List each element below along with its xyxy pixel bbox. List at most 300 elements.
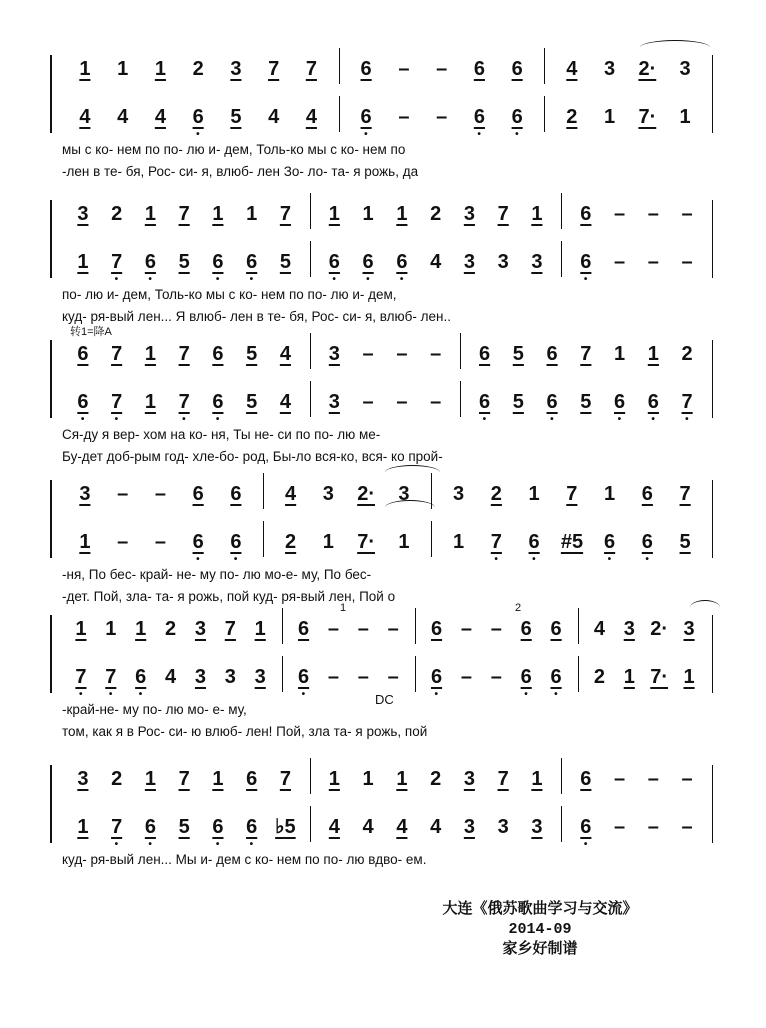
- bar-line: [431, 521, 432, 557]
- numbered-note: 6: [212, 343, 224, 365]
- numbered-note: 6 •: [580, 816, 592, 850]
- numbered-note: 1: [144, 391, 156, 413]
- numbered-note: 2: [111, 768, 123, 790]
- bar-line: [544, 48, 545, 84]
- octave-dot: •: [554, 689, 558, 700]
- numbered-note: 6: [230, 483, 242, 505]
- dash-note: –: [614, 816, 626, 838]
- bar-line: [415, 608, 416, 644]
- bar-line: [460, 333, 461, 369]
- numbered-note: 6 •: [246, 251, 258, 285]
- numbered-note: 7: [224, 618, 236, 640]
- numbered-note: 1: [105, 618, 117, 640]
- numbered-note: 5: [230, 106, 242, 128]
- numbered-note: 4: [430, 816, 442, 838]
- numbered-note: 3: [463, 203, 475, 225]
- lyrics-line: -дет. Пой, зла- та- я рожь, пой куд- ря-вый лен, Пой о: [62, 589, 396, 604]
- numbered-note: 1: [679, 106, 691, 128]
- numbered-note: 6 •: [328, 251, 340, 285]
- dash-note: –: [117, 483, 129, 505]
- dash-note: –: [357, 666, 369, 688]
- numbered-note: 3: [77, 203, 89, 225]
- octave-dot: •: [78, 689, 83, 700]
- dash-note: –: [436, 106, 448, 128]
- system-brace: [50, 340, 52, 418]
- numbered-note: 6 •: [212, 816, 224, 850]
- numbered-note: 6: [550, 618, 562, 640]
- numbered-note: 4: [328, 816, 340, 838]
- numbered-note: 6: [298, 618, 310, 640]
- numbered-note: 1: [328, 203, 340, 225]
- dash-note: –: [614, 251, 626, 273]
- dash-note: –: [647, 816, 659, 838]
- bar-line: [339, 96, 340, 132]
- numbered-note: 7: [279, 203, 291, 225]
- lyrics-line: куд- ря-вый лен... Мы и- дем с ко- нем по по- лю вдво- ем.: [62, 852, 427, 867]
- numbered-note: 5: [512, 391, 524, 413]
- system-end-bar: [712, 480, 713, 558]
- numbered-note: 3: [79, 483, 91, 505]
- octave-dot: •: [108, 689, 113, 700]
- dash-note: –: [327, 666, 339, 688]
- dash-note: –: [647, 251, 659, 273]
- numbered-note: 2: [490, 483, 502, 505]
- numbered-note: 3: [328, 343, 340, 365]
- numbered-note: 6 •: [362, 251, 374, 285]
- numbered-note: 4: [285, 483, 297, 505]
- numbered-note: 1: [604, 483, 616, 505]
- numbered-note: 1: [75, 618, 87, 640]
- octave-dot: •: [532, 554, 536, 565]
- octave-dot: •: [434, 689, 439, 700]
- numbered-note: 6 •: [192, 106, 204, 140]
- numbered-note: 7: [566, 483, 578, 505]
- octave-dot: •: [301, 689, 306, 700]
- dash-note: –: [357, 618, 369, 640]
- numbered-note: 6 •: [396, 251, 408, 285]
- numbered-note: 5: [246, 391, 258, 413]
- dash-note: –: [460, 618, 472, 640]
- numbered-note: 4: [566, 58, 578, 80]
- octave-dot: •: [148, 274, 152, 285]
- dash-note: –: [436, 58, 448, 80]
- octave-dot: •: [477, 129, 481, 140]
- numbered-note: 3: [497, 251, 509, 273]
- numbered-note: 1: [117, 58, 129, 80]
- system-brace: [50, 480, 52, 558]
- numbered-note: 1: [322, 531, 334, 553]
- dash-note: –: [681, 768, 693, 790]
- numbered-note: 7: [178, 768, 190, 790]
- numbered-note: 6: [511, 58, 523, 80]
- numbered-note: 2: [430, 203, 442, 225]
- numbered-note: 1: [683, 666, 695, 688]
- system-brace: [50, 765, 52, 843]
- bar-line: [561, 806, 562, 842]
- numbered-note: 1: [614, 343, 626, 365]
- octave-dot: •: [399, 274, 404, 285]
- credits: [400, 900, 680, 960]
- numbered-note: 6 •: [520, 666, 532, 700]
- dash-note: –: [362, 391, 374, 413]
- numbered-note: 6 •: [230, 531, 242, 565]
- bar-line: [310, 193, 311, 229]
- numbered-note: 3: [623, 618, 635, 640]
- credit-source: 大连《俄苏歌曲学习与交流》: [442, 901, 638, 918]
- numbered-note: 7 •: [75, 666, 87, 700]
- numbered-note: 1: [79, 58, 91, 80]
- lyrics-line: -ня, По бес- край- не- му по- лю мо-е- му, По бес-: [62, 567, 372, 582]
- numbered-note: 6 •: [360, 106, 372, 140]
- numbered-note: 4: [362, 816, 374, 838]
- system-end-bar: [712, 55, 713, 133]
- bar-line: [263, 473, 264, 509]
- numbered-note: 7·: [357, 531, 375, 553]
- numbered-note: 1: [623, 666, 635, 688]
- numbered-note: 4: [165, 666, 177, 688]
- bar-line: [578, 608, 579, 644]
- dash-note: –: [154, 531, 166, 553]
- numbered-note: 6: [580, 203, 592, 225]
- octave-dot: •: [550, 414, 554, 425]
- octave-dot: •: [583, 274, 588, 285]
- numbered-note: 1: [362, 203, 374, 225]
- numbered-note: 7 •: [681, 391, 693, 425]
- octave-dot: •: [138, 689, 143, 700]
- bar-line: [339, 48, 340, 84]
- numbered-note: 6: [192, 483, 204, 505]
- numbered-note: 7: [497, 203, 509, 225]
- octave-dot: •: [196, 554, 200, 565]
- numbered-note: 2·: [638, 58, 657, 80]
- bar-line: [282, 608, 283, 644]
- dc-mark: DC: [375, 692, 394, 707]
- octave-dot: •: [364, 129, 368, 140]
- numbered-note: ♭5: [275, 816, 296, 838]
- dash-note: –: [430, 391, 442, 413]
- numbered-note: 7: [305, 58, 317, 80]
- numbered-note: 1: [254, 618, 266, 640]
- octave-dot: •: [215, 839, 220, 850]
- numbered-note: 7: [497, 768, 509, 790]
- system-end-bar: [712, 615, 713, 693]
- bar-line: [310, 241, 311, 277]
- numbered-note: 6 •: [473, 106, 485, 140]
- numbered-note: 3: [328, 391, 340, 413]
- numbered-note: 1: [212, 203, 224, 225]
- numbered-note: 3: [254, 666, 266, 688]
- slur-arc: [385, 465, 440, 480]
- numbered-note: 1: [531, 203, 543, 225]
- octave-dot: •: [515, 129, 519, 140]
- octave-dot: •: [482, 414, 487, 425]
- numbered-note: 7: [679, 483, 691, 505]
- octave-dot: •: [494, 554, 498, 565]
- slur-arc: [690, 600, 720, 615]
- numbered-note: 6 •: [135, 666, 147, 700]
- dash-note: –: [387, 666, 399, 688]
- bar-line: [561, 193, 562, 229]
- numbered-note: 6: [430, 618, 443, 640]
- dash-note: –: [647, 203, 659, 225]
- numbered-note: 1: [77, 251, 89, 273]
- dash-note: –: [396, 391, 408, 413]
- numbered-note: 3: [604, 58, 616, 80]
- bar-line: [544, 96, 545, 132]
- numbered-note: 4: [279, 391, 291, 413]
- numbered-note: 2: [566, 106, 578, 128]
- numbered-note: 6 •: [647, 391, 659, 425]
- bar-line: [310, 758, 311, 794]
- bar-line: [282, 656, 283, 692]
- numbered-note: 3: [463, 768, 475, 790]
- numbered-note: 5: [679, 531, 691, 553]
- credit-author: 家乡好制谱: [502, 941, 578, 958]
- numbered-note: 6 •: [77, 391, 89, 425]
- numbered-note: 3: [683, 618, 695, 640]
- bar-line: [310, 381, 311, 417]
- slur-arc: [640, 40, 710, 55]
- numbered-note: 7 •: [111, 391, 123, 425]
- numbered-note: 6: [473, 58, 485, 80]
- numbered-note: 6 •: [641, 531, 653, 565]
- numbered-note: 1: [154, 58, 166, 80]
- numbered-note: 1: [77, 816, 89, 838]
- system-end-bar: [712, 340, 713, 418]
- system-end-bar: [712, 200, 713, 278]
- numbered-note: 7: [178, 203, 190, 225]
- dash-note: –: [154, 483, 166, 505]
- octave-dot: •: [607, 554, 612, 565]
- volta-1: 1: [340, 602, 347, 614]
- numbered-note: 6 •: [144, 816, 156, 850]
- lyrics-line: Ся-ду я вер- хом на ко- ня, Ты не- си по по- лю ме-: [62, 427, 381, 442]
- system-brace: [50, 615, 52, 693]
- numbered-note: 5: [512, 343, 524, 365]
- numbered-note: 3: [463, 251, 475, 273]
- numbered-note: 2: [593, 666, 605, 688]
- bar-line: [310, 333, 311, 369]
- octave-dot: •: [148, 839, 152, 850]
- numbered-note: 1: [528, 483, 540, 505]
- numbered-note: 2: [111, 203, 123, 225]
- numbered-note: 1: [396, 768, 408, 790]
- numbered-note: 7 •: [178, 391, 190, 425]
- numbered-note: 4: [430, 251, 442, 273]
- octave-dot: •: [114, 839, 119, 850]
- numbered-note: 2·: [357, 483, 375, 505]
- numbered-note: 6: [360, 58, 372, 80]
- numbered-note: 1: [246, 203, 258, 225]
- numbered-note: 1: [144, 203, 156, 225]
- octave-dot: •: [215, 414, 220, 425]
- dash-note: –: [327, 618, 339, 640]
- bar-line: [415, 656, 416, 692]
- numbered-note: 7 •: [111, 251, 123, 285]
- numbered-note: 6: [520, 618, 532, 640]
- numbered-note: 6: [641, 483, 653, 505]
- numbered-note: 2: [285, 531, 297, 553]
- numbered-note: 3: [194, 666, 207, 688]
- lyrics-line: мы с ко- нем по по- лю и- дем, Толь-ко мы с ко- нем по: [62, 142, 406, 157]
- numbered-note: 7: [580, 343, 592, 365]
- numbered-note: 1: [135, 618, 147, 640]
- system-brace: [50, 55, 52, 133]
- dash-note: –: [117, 531, 129, 553]
- numbered-note: 7: [268, 58, 280, 80]
- octave-dot: •: [182, 414, 186, 425]
- numbered-note: 5: [279, 251, 291, 273]
- numbered-note: 4: [268, 106, 280, 128]
- numbered-note: 6: [479, 343, 491, 365]
- numbered-note: 1: [362, 768, 374, 790]
- numbered-note: 6 •: [511, 106, 523, 140]
- numbered-note: 3: [531, 251, 543, 273]
- octave-dot: •: [645, 554, 649, 565]
- numbered-note: 3: [453, 483, 465, 505]
- octave-dot: •: [215, 274, 220, 285]
- octave-dot: •: [617, 414, 622, 425]
- numbered-note: 1: [144, 768, 156, 790]
- numbered-note: 1: [604, 106, 616, 128]
- dash-note: –: [398, 58, 410, 80]
- dash-note: –: [387, 618, 399, 640]
- credit-date: 2014-09: [508, 921, 572, 938]
- numbered-note: 6 •: [479, 391, 491, 425]
- bar-line: [460, 381, 461, 417]
- numbered-note: 6 •: [550, 666, 562, 700]
- numbered-note: 6 •: [580, 251, 592, 285]
- numbered-note: 6 •: [212, 251, 224, 285]
- bar-line: [578, 656, 579, 692]
- numbered-note: 2: [192, 58, 204, 80]
- octave-dot: •: [196, 129, 200, 140]
- octave-dot: •: [583, 839, 588, 850]
- octave-dot: •: [366, 274, 370, 285]
- numbered-note: 5: [178, 251, 190, 273]
- numbered-note: 1: [531, 768, 543, 790]
- key-change-mark: 转1=降A: [70, 326, 112, 338]
- numbered-note: 4: [593, 618, 605, 640]
- numbered-note: 4: [396, 816, 408, 838]
- dash-note: –: [681, 816, 693, 838]
- numbered-note: 5: [580, 391, 592, 413]
- numbered-note: 6 •: [144, 251, 156, 285]
- numbered-note: 1: [396, 203, 408, 225]
- numbered-note: 6 •: [614, 391, 626, 425]
- numbered-note: 4: [79, 106, 91, 128]
- lyrics-line: -лен в те- бя, Рос- си- я, влюб- лен Зо- ло- та- я рожь, да: [62, 164, 419, 179]
- lyrics-line: куд- ря-вый лен... Я влюб- лен в те- бя, Рос- си- я, влюб- лен..: [62, 309, 451, 324]
- numbered-note: 2: [430, 768, 442, 790]
- numbered-note: 6: [246, 768, 258, 790]
- numbered-note: 7·: [650, 666, 669, 688]
- numbered-note: 2·: [650, 618, 669, 640]
- numbered-note: 7·: [638, 106, 657, 128]
- bar-line: [561, 241, 562, 277]
- numbered-note: 4: [305, 106, 317, 128]
- dash-note: –: [396, 343, 408, 365]
- numbered-note: 6 •: [212, 391, 224, 425]
- octave-dot: •: [332, 274, 336, 285]
- numbered-note: 3: [463, 816, 475, 838]
- bar-line: [263, 521, 264, 557]
- numbered-note: 7: [111, 343, 123, 365]
- octave-dot: •: [685, 414, 689, 425]
- bar-line: [561, 758, 562, 794]
- dash-note: –: [681, 251, 693, 273]
- numbered-note: 7 •: [490, 531, 502, 565]
- dash-note: –: [681, 203, 693, 225]
- numbered-note: 3: [679, 58, 691, 80]
- octave-dot: •: [80, 414, 85, 425]
- dash-note: –: [362, 343, 374, 365]
- numbered-note: 3: [322, 483, 334, 505]
- octave-dot: •: [249, 839, 254, 850]
- lyrics-line: по- лю и- дем, Толь-ко мы с ко- нем по по- лю и- дем,: [62, 287, 397, 302]
- octave-dot: •: [114, 414, 119, 425]
- numbered-note: 6 •: [298, 666, 310, 700]
- numbered-note: 5: [246, 343, 258, 365]
- lyrics-line: том, как я в Рос- си- ю влюб- лен! Пой, зла та- я рожь, пой: [62, 724, 428, 739]
- numbered-note: 7: [178, 343, 190, 365]
- numbered-note: 3: [398, 483, 410, 505]
- numbered-note: 6 •: [430, 666, 443, 700]
- numbered-note: 1: [398, 531, 410, 553]
- bar-line: [310, 806, 311, 842]
- numbered-note: 3: [194, 618, 207, 640]
- numbered-note: 7 •: [111, 816, 123, 850]
- numbered-note: #5: [560, 531, 584, 553]
- numbered-note: 3: [230, 58, 242, 80]
- octave-dot: •: [524, 689, 528, 700]
- system-end-bar: [712, 765, 713, 843]
- dash-note: –: [614, 203, 626, 225]
- numbered-note: 3: [531, 816, 543, 838]
- dash-note: –: [614, 768, 626, 790]
- numbered-note: 6 •: [546, 391, 558, 425]
- numbered-note: 1: [453, 531, 465, 553]
- numbered-note: 6: [580, 768, 592, 790]
- numbered-note: 4: [154, 106, 166, 128]
- dash-note: –: [490, 618, 502, 640]
- numbered-note: 1: [79, 531, 91, 553]
- numbered-note: 6 •: [528, 531, 540, 565]
- dash-note: –: [430, 343, 442, 365]
- octave-dot: •: [249, 274, 254, 285]
- numbered-note: 3: [497, 816, 509, 838]
- slur-arc: [385, 500, 435, 515]
- dash-note: –: [647, 768, 659, 790]
- lyrics-line: -край-не- му по- лю мо- е- му,: [62, 702, 247, 717]
- numbered-note: 7 •: [105, 666, 117, 700]
- numbered-note: 2: [681, 343, 693, 365]
- dash-note: –: [460, 666, 472, 688]
- numbered-note: 6: [546, 343, 558, 365]
- dash-note: –: [398, 106, 410, 128]
- octave-dot: •: [233, 554, 238, 565]
- numbered-note: 1: [328, 768, 340, 790]
- octave-dot: •: [114, 274, 119, 285]
- dash-note: –: [490, 666, 502, 688]
- numbered-note: 3: [224, 666, 236, 688]
- numbered-note: 5: [178, 816, 190, 838]
- numbered-note: 4: [117, 106, 129, 128]
- numbered-note: 1: [647, 343, 659, 365]
- numbered-note: 6: [77, 343, 89, 365]
- numbered-note: 3: [77, 768, 89, 790]
- system-brace: [50, 200, 52, 278]
